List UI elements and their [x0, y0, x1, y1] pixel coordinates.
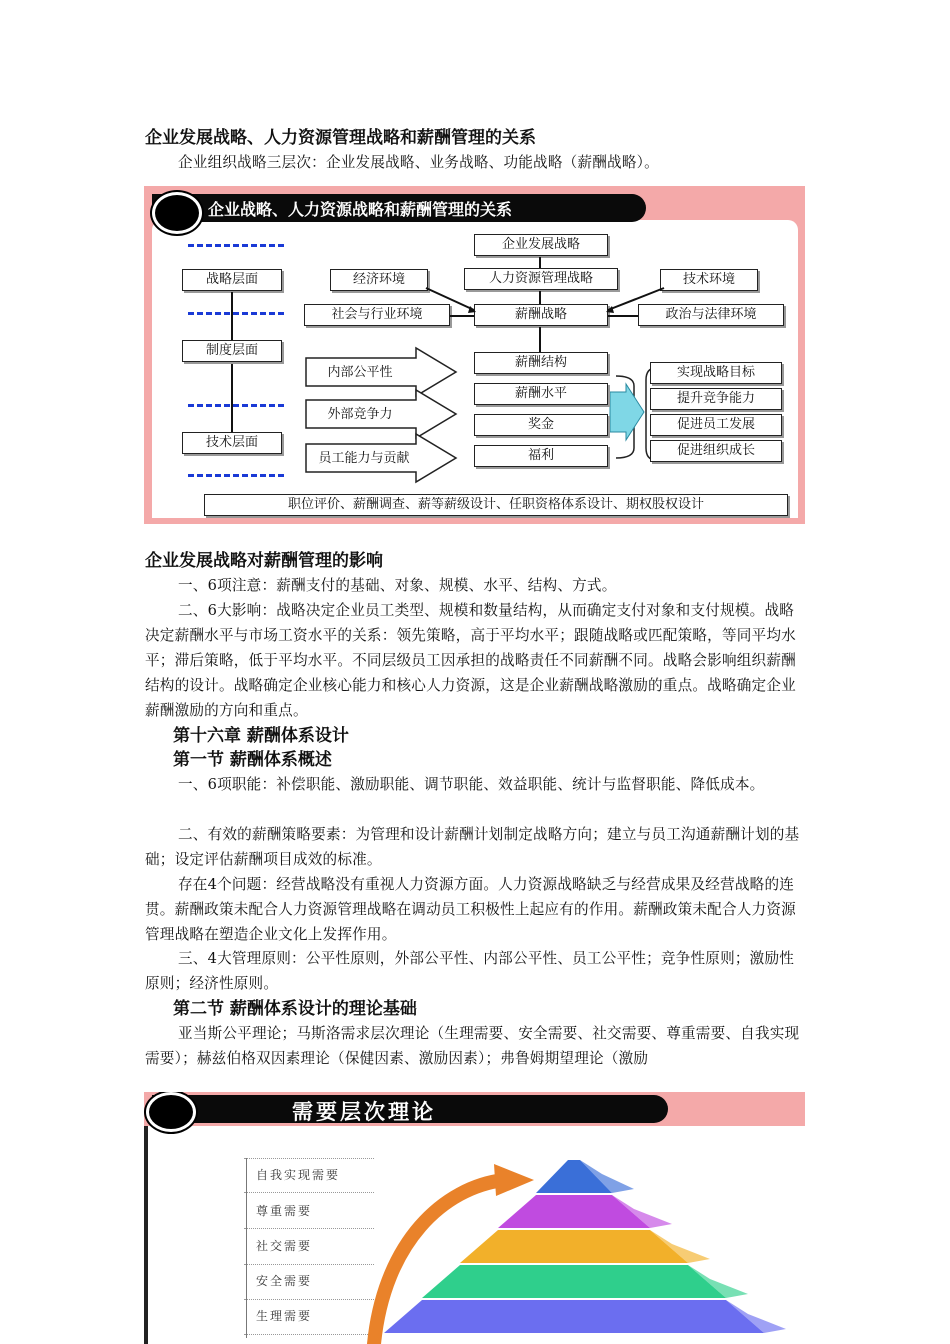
bottom-tools-bar: 职位评价、薪酬调查、薪等薪级设计、任职资格体系设计、期权股权设计: [204, 494, 788, 516]
level-institution: 制度层面: [182, 340, 282, 362]
pyramid-layer: [422, 1265, 726, 1298]
diagram-title: 企业战略、人力资源战略和薪酬管理的关系: [208, 200, 513, 219]
pyramid-graphic: [144, 1092, 805, 1344]
fairness-internal: 内部公平性: [327, 365, 393, 380]
strategy-relationship-diagram: [144, 186, 805, 524]
box-corporate-strategy: 企业发展战略: [474, 234, 608, 256]
goal-strategy: 实现战略目标: [650, 362, 782, 384]
level-esteem: 尊重需要: [256, 1204, 313, 1218]
paragraph: 企业组织战略三层次：企业发展战略、业务战略、功能战略（薪酬战略）。: [178, 154, 659, 171]
paragraph: 一、6项职能：补偿职能、激励职能、调节职能、效益职能、统计与监督职能、降低成本。: [178, 776, 765, 793]
needs-hierarchy-figure: [144, 1092, 805, 1344]
level-safety: 安全需要: [256, 1274, 313, 1288]
box-legal-env: 政治与法律环境: [638, 304, 784, 326]
pyramid-layer: [384, 1300, 764, 1333]
section-title: 第二节 薪酬体系设计的理论基础: [173, 999, 417, 1019]
growth-arrow-head: [494, 1164, 534, 1196]
figure-title: 需要层次理论: [292, 1100, 436, 1124]
level-social: 社交需要: [256, 1239, 313, 1253]
box-social-env: 社会与行业环境: [304, 304, 450, 326]
paragraph: 亚当斯公平理论；马斯洛需求层次理论（生理需要、安全需要、社交需要、尊重需要、自我实现需要）；赫兹伯格双因素理论（保健因素、激励因素）；弗鲁姆期望理论（激励: [145, 1025, 800, 1067]
pyramid-layer: [460, 1230, 688, 1263]
paragraph: 二、有效的薪酬策略要素：为管理和设计薪酬计划制定战略方向；建立与员工沟通薪酬计划的基础；设定评估薪酬项目成效的标准。: [145, 826, 800, 868]
section-heading: 企业发展战略、人力资源管理战略和薪酬管理的关系: [145, 128, 536, 148]
level-strategy: 战略层面: [182, 269, 282, 291]
goal-competitiveness: 提升竞争能力: [650, 388, 782, 410]
paragraph: 二、6大影响：战略决定企业员工类型、规模和数量结构，从而确定支付对象和支付规模。战略决定薪酬水平与市场工资水平的关系：领先策略，高于平均水平；跟随战略或匹配策略，等同平均水平；滞后策略，低于平均水平。不同层级员工因承担的战略责任不同薪酬不同。战略会影响组织薪酬结构的设计。战略确定企业核心能力和核心人力资源，这是企业薪酬战略激励的重点。战略确定企业薪酬激励的方向和重点。: [145, 602, 796, 719]
pyramid-layer: [498, 1195, 650, 1228]
box-tech-env: 技术环境: [660, 269, 758, 291]
component-welfare: 福利: [474, 445, 608, 467]
component-structure: 薪酬结构: [474, 352, 608, 374]
box-pay-strategy: 薪酬战略: [474, 304, 608, 326]
box-hr-strategy: 人力资源管理战略: [464, 268, 618, 290]
section-heading: 企业发展战略对薪酬管理的影响: [145, 551, 383, 571]
paragraph: 存在4个问题：经营战略没有重视人力资源方面。人力资源战略缺乏与经营成果及经营战略的连贯。薪酬政策未配合人力资源管理战略在调动员工积极性上起应有的作用。薪酬政策未配合人力资源管理战略在塑造企业文化上发挥作用。: [145, 876, 796, 943]
level-technical: 技术层面: [182, 432, 282, 454]
fairness-contribution: 员工能力与贡献: [318, 451, 410, 466]
fairness-external: 外部竞争力: [327, 407, 393, 422]
box-economic-env: 经济环境: [330, 269, 428, 291]
paragraph: 一、6项注意：薪酬支付的基础、对象、规模、水平、结构、方式。: [178, 577, 617, 594]
section-title: 第一节 薪酬体系概述: [173, 750, 332, 770]
level-physiological: 生理需要: [256, 1309, 313, 1323]
component-bonus: 奖金: [474, 414, 608, 436]
goal-organization-growth: 促进组织成长: [650, 440, 782, 462]
component-level: 薪酬水平: [474, 383, 608, 405]
goal-employee-development: 促进员工发展: [650, 414, 782, 436]
paragraph: 三、4大管理原则：公平性原则，外部公平性、内部公平性、员工公平性；竞争性原则；激励性原则；经济性原则。: [145, 950, 795, 992]
level-self-actualization: 自我实现需要: [256, 1168, 341, 1182]
chapter-title: 第十六章 薪酬体系设计: [173, 726, 349, 746]
